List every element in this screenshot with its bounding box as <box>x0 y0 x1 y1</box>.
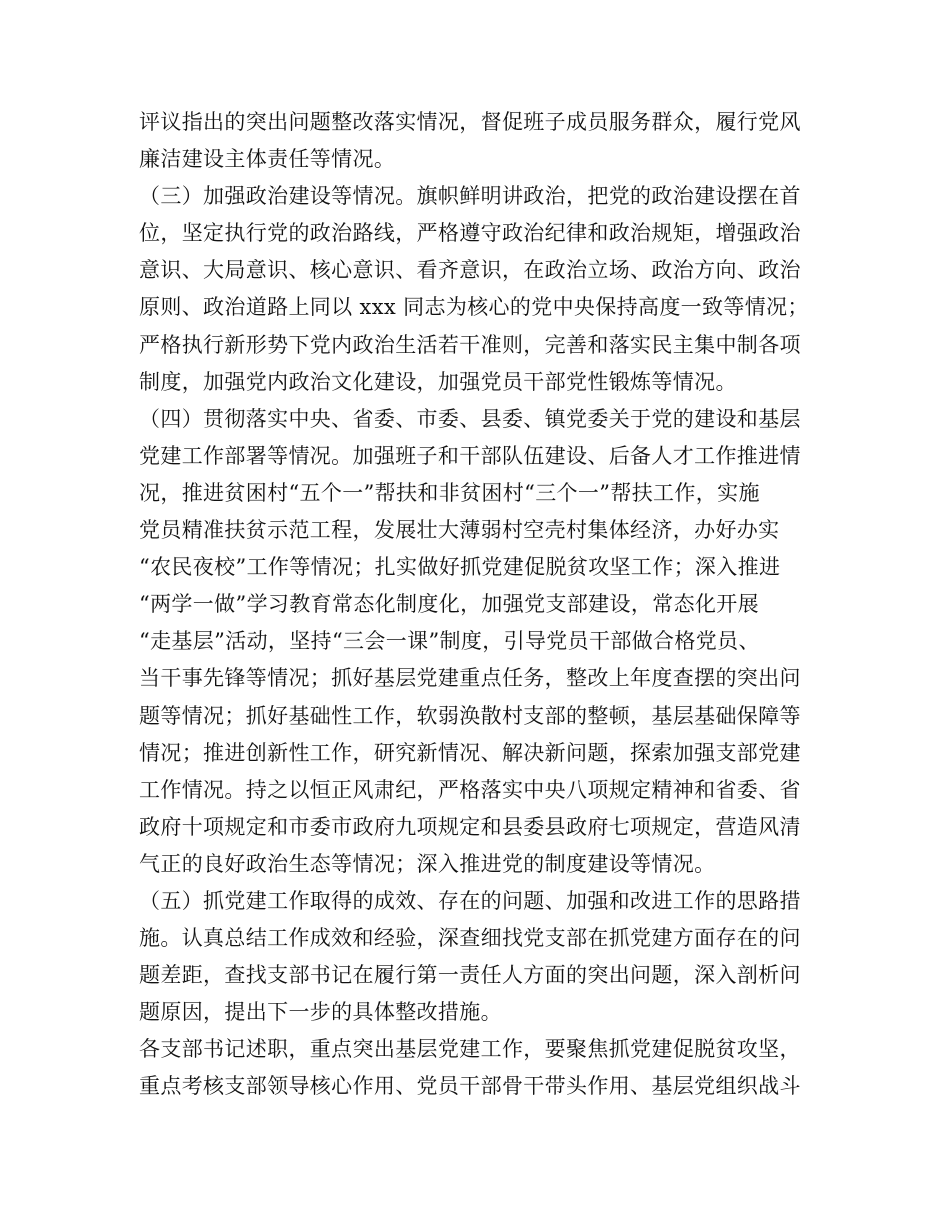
text-line: 当干事先锋等情况；抓好基层党建重点任务，整改上年度查摆的突出问 <box>139 666 801 691</box>
text-line: 各支部书记述职，重点突出基层党建工作，要聚焦抓党建促脱贫攻坚， <box>139 1037 801 1062</box>
text-line: 题等情况；抓好基础性工作，软弱涣散村支部的整顿，基层基础保障等 <box>139 703 801 728</box>
document-body <box>139 104 819 1106</box>
text-line: 气正的良好政治生态等情况；深入推进党的制度建设等情况。 <box>139 851 716 876</box>
text-line: 情况；推进创新性工作，研究新情况、解决新问题，探索加强支部党建 <box>139 740 801 765</box>
text-line: “走基层”活动，坚持“三会一课”制度，引导党员干部做合格党员、 <box>139 629 760 654</box>
text-line: “农民夜校”工作等情况；扎实做好抓党建促脱贫攻坚工作；深入推进 <box>139 555 781 580</box>
text-line: 严格执行新形势下党内政治生活若干准则，完善和落实民主集中制各项 <box>139 332 801 357</box>
text-line: 政府十项规定和市委市政府九项规定和县委县政府七项规定，营造风清 <box>139 814 801 839</box>
text-line: （四）贯彻落实中央、省委、市委、县委、镇党委关于党的建设和基层 <box>139 406 801 431</box>
text-line: “两学一做”学习教育常态化制度化，加强党支部建设，常态化开展 <box>139 592 759 617</box>
text-line: 位，坚定执行党的政治路线，严格遵守政治纪律和政治规矩，增强政治 <box>139 221 801 246</box>
text-line: 制度，加强党内政治文化建设，加强党员干部党性锻炼等情况。 <box>139 369 737 394</box>
text-line: （五）抓党建工作取得的成效、存在的问题、加强和改进工作的思路措 <box>139 888 801 913</box>
text-line: 评议指出的突出问题整改落实情况，督促班子成员服务群众，履行党风 <box>139 110 801 134</box>
text-line: 工作情况。持之以恒正风肃纪，严格落实中央八项规定精神和省委、省 <box>139 777 801 802</box>
text-line: 原则、政治道路上同以 xxx 同志为核心的党中央保持高度一致等情况； <box>139 295 809 320</box>
text-line: 意识、大局意识、核心意识、看齐意识，在政治立场、政治方向、政治 <box>139 258 801 283</box>
text-line: 题原因，提出下一步的具体整改措施。 <box>139 1000 502 1025</box>
text-line: 题差距，查找支部书记在履行第一责任人方面的突出问题，深入剖析问 <box>139 963 801 988</box>
text-line: 廉洁建设主体责任等情况。 <box>139 147 396 172</box>
text-line: 重点考核支部领导核心作用、党员干部骨干带头作用、基层党组织战斗 <box>139 1074 801 1099</box>
text-line: 况，推进贫困村“五个一”帮扶和非贫困村“三个一”帮扶工作，实施 <box>139 480 760 505</box>
text-line: 党建工作部署等情况。加强班子和干部队伍建设、后备人才工作推进情 <box>139 443 801 468</box>
text-line: 党员精准扶贫示范工程，发展壮大薄弱村空壳村集体经济，办好办实 <box>139 518 780 543</box>
text-line: （三）加强政治建设等情况。旗帜鲜明讲政治，把党的政治建设摆在首 <box>139 184 801 209</box>
text-line: 施。认真总结工作成效和经验，深查细找党支部在抓党建方面存在的问 <box>139 926 801 951</box>
